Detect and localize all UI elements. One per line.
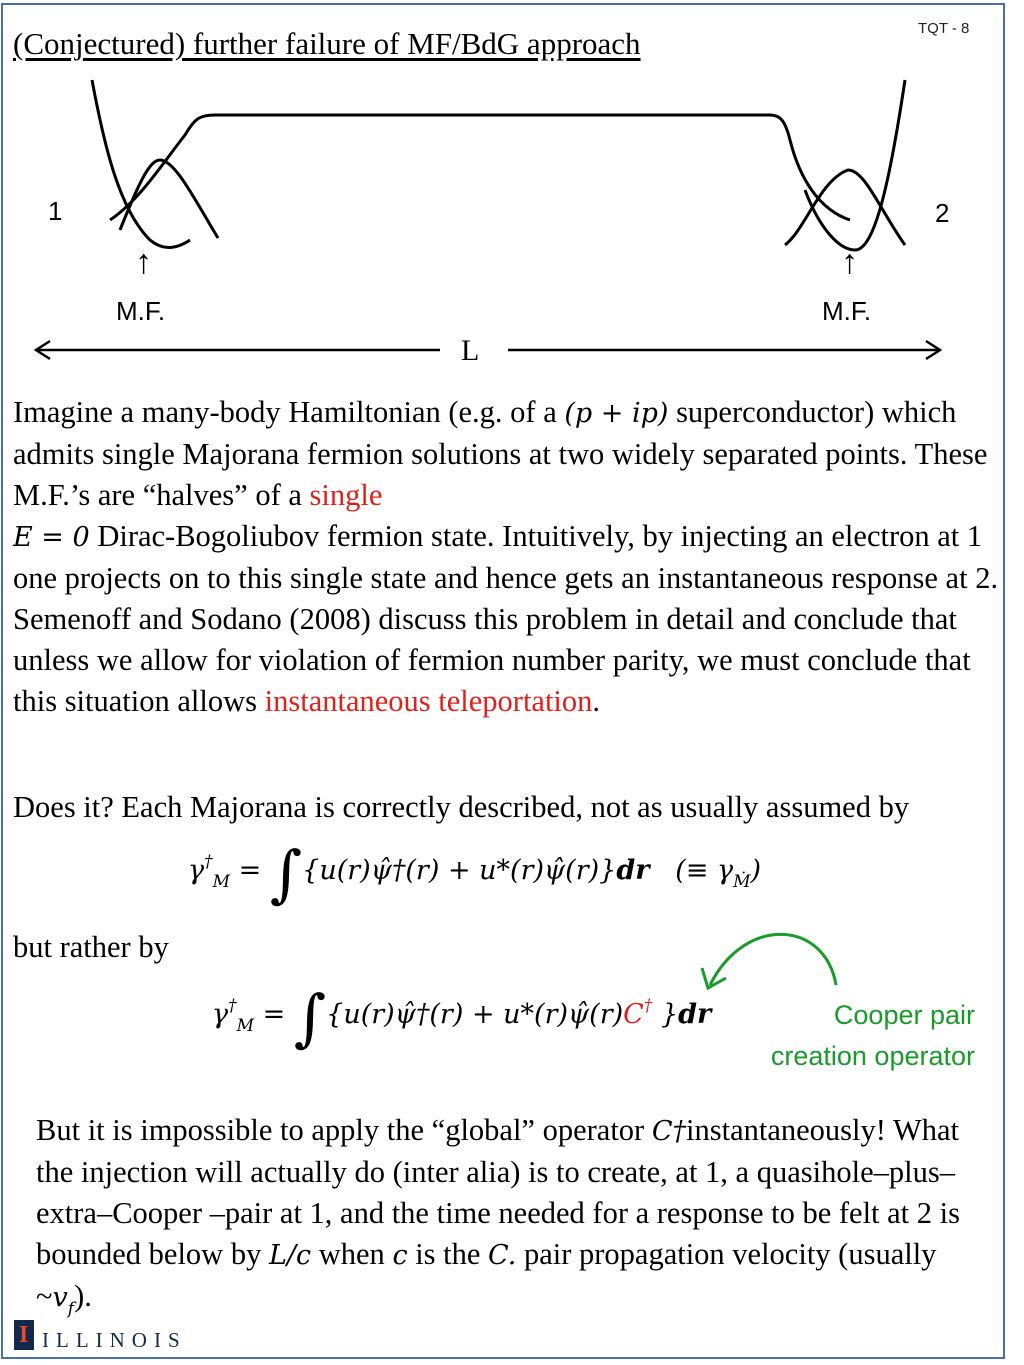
- eq1-equals: =: [230, 855, 270, 886]
- cooper-c-math: C.: [488, 1240, 517, 1271]
- vf-sub: f: [67, 1299, 75, 1319]
- eq1-equiv-sub: Ṁ: [733, 872, 751, 892]
- rather-line: but rather by: [13, 930, 169, 964]
- conclusion-text-3: when: [311, 1237, 393, 1271]
- eq2-close: }: [660, 999, 679, 1030]
- length-label: L: [461, 334, 480, 367]
- eq2-gamma: γ: [212, 999, 229, 1030]
- intro-text-2: superconductor) which admits single Majorana fermion solutions at two widely separated points. These M.F.’s are “halves” of a: [13, 395, 988, 512]
- annotation-line-1: Cooper pair: [833, 1000, 975, 1030]
- intro-text-3: Dirac-Bogoliubov fermion state. Intuitively, by injecting an electron at 1 one projects on to this single state and hence gets an instantaneous response at 2. Semenoff and Sodano (2008) discuss this problem in detail and conclude that unless we allow for violation of fermion number parity, we must conclude that this situation allows: [13, 519, 999, 718]
- eq2-integral: ∫: [293, 981, 327, 1054]
- point-label-1: 1: [48, 196, 63, 226]
- eq1-integral: ∫: [269, 837, 303, 910]
- eq2-body: {u(r)ψ̂†(r) + u*(r)ψ̂(r): [326, 999, 624, 1030]
- eq1-body: {u(r)ψ̂†(r) + u*(r)ψ̂(r)}: [302, 855, 617, 886]
- c-math: c: [392, 1240, 408, 1271]
- l-over-c-math: L/c: [268, 1240, 312, 1271]
- conclusion-text-2: instantaneously! What the injection will actually do (inter alia) is to create, at 1, a quasihole–plus–extra–Cooper –pair at 1, and the time needed for a response to be felt at 2 is bounded below by: [36, 1113, 960, 1271]
- right-mf-label: M.F.: [822, 296, 872, 326]
- eq2-dagger: †: [228, 996, 237, 1016]
- eq1-close: ): [750, 855, 762, 886]
- conclusion-text-6: ).: [74, 1279, 92, 1313]
- eq2-cooper-dagger: †: [643, 996, 653, 1016]
- eq2-sub: M: [236, 1016, 255, 1036]
- eq1-gamma: γ: [188, 855, 205, 886]
- conclusion-text-4: is the: [407, 1237, 489, 1271]
- cooper-pair-annotation: [700, 995, 975, 1077]
- p-ip-math: (p + ip): [564, 398, 669, 429]
- eq2-equals: =: [254, 999, 294, 1030]
- teleportation-highlight: instantaneous teleportation: [264, 684, 593, 718]
- right-arrow-up-icon: ↑: [841, 244, 858, 281]
- conclusion-paragraph: [36, 1110, 996, 1330]
- conclusion-text-5: pair propagation velocity (usually ~: [36, 1237, 937, 1313]
- eq1-equiv: (≡ γ: [675, 855, 734, 886]
- point-label-2: 2: [935, 198, 950, 228]
- question-line: Does it? Each Majorana is correctly described, not as usually assumed by: [13, 790, 910, 824]
- slide-number: TQT - 8: [918, 20, 970, 37]
- equation-correct: [212, 981, 712, 1054]
- slide-title: (Conjectured) further failure of MF/BdG approach: [13, 26, 641, 61]
- single-highlight: single: [309, 478, 383, 512]
- eq1-dagger: †: [204, 852, 213, 872]
- logo-mark: I: [19, 1322, 29, 1348]
- left-mf-label: M.F.: [116, 296, 166, 326]
- eq1-sub: M: [212, 872, 231, 892]
- eq2-dr: dr: [678, 999, 712, 1030]
- left-arrow-up-icon: ↑: [135, 244, 152, 281]
- v-math: v: [52, 1282, 68, 1313]
- annotation-line-2: creation operator: [770, 1041, 975, 1071]
- conclusion-text-1: But it is impossible to apply the “global” operator: [36, 1113, 652, 1147]
- intro-text-4: .: [592, 684, 601, 718]
- e-zero-math: E = 0: [13, 522, 90, 553]
- eq2-cooper-operator: C: [623, 999, 644, 1030]
- green-curved-arrow: [710, 934, 836, 985]
- intro-text-1: Imagine a many-body Hamiltonian (e.g. of a: [13, 395, 565, 429]
- c-dagger-math: C†: [651, 1116, 686, 1147]
- logo-block-icon: [14, 1320, 34, 1350]
- eq1-dr: dr: [616, 855, 650, 886]
- logo-text: ILLINOIS: [42, 1328, 187, 1352]
